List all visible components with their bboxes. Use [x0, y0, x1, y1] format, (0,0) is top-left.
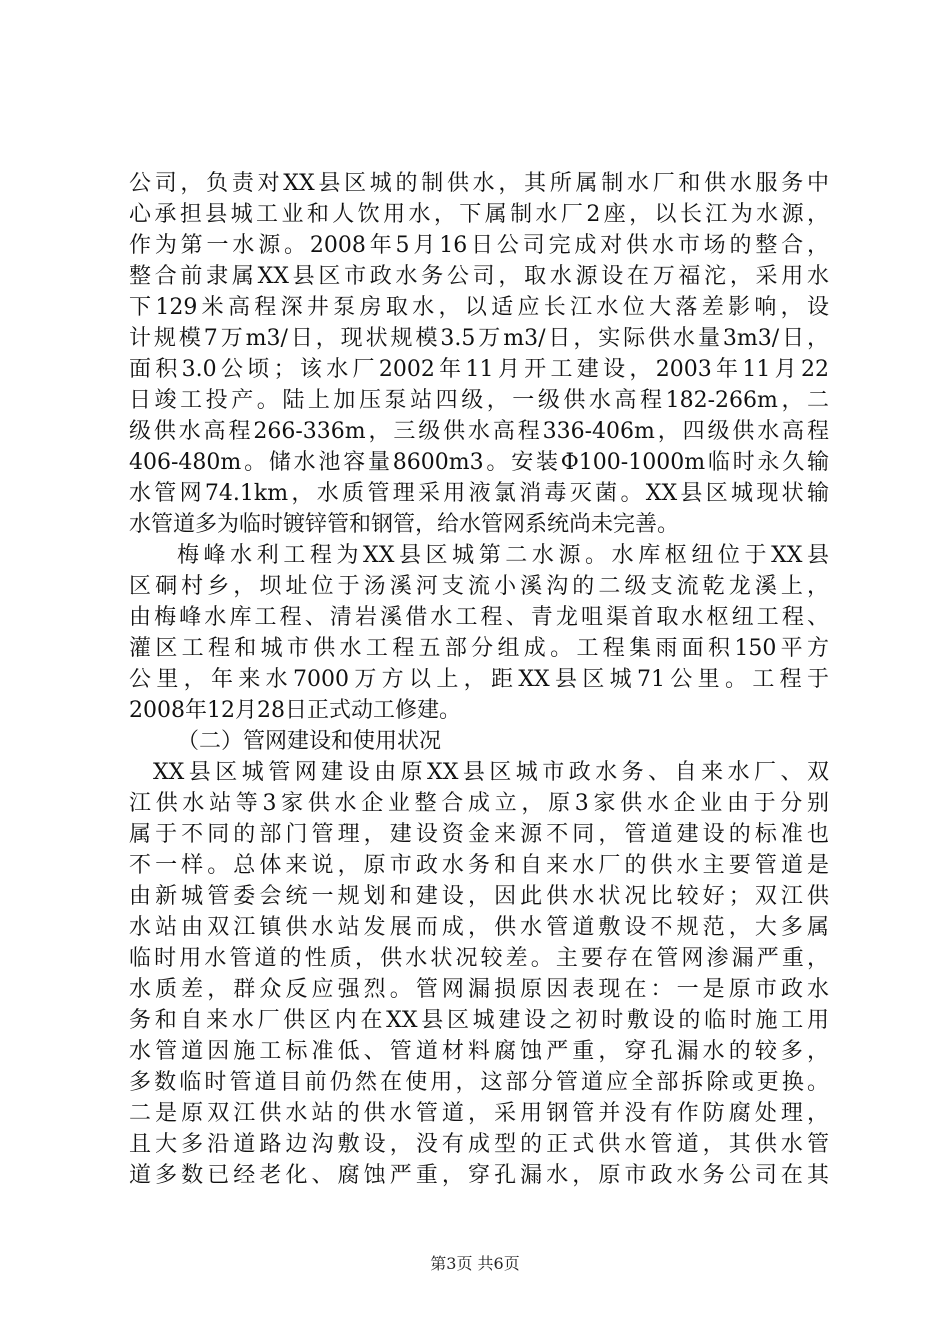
text-line: 作为第一水源。2008年5月16日公司完成对供水市场的整合， — [129, 233, 829, 258]
text-line: 水管道多为临时镀锌管和钢管，给水管网系统尚未完善。 — [129, 512, 680, 537]
text-line: 江供水站等3家供水企业整合成立，原3家供水企业由于分别 — [129, 791, 829, 816]
text-line: 属于不同的部门管理，建设资金来源不同，管道建设的标准也 — [129, 822, 829, 847]
text-line: 水质差，群众反应强烈。管网漏损原因表现在：一是原市政水 — [129, 977, 829, 1002]
text-line: 临时用水管道的性质，供水状况较差。主要存在管网渗漏严重， — [129, 946, 829, 971]
text-line: 水管网74.1km，水质管理采用液氯消毒灭菌。XX县区城现状输 — [129, 481, 829, 506]
text-line: 计规模7万m3/日，现状规模3.5万m3/日，实际供水量3m3/日， — [129, 326, 829, 351]
text-line: 多数临时管道目前仍然在使用，这部分管道应全部拆除或更换。 — [129, 1070, 829, 1095]
text-line: 心承担县城工业和人饮用水，下属制水厂2座，以长江为水源， — [129, 202, 829, 227]
text-line: 整合前隶属XX县区市政水务公司，取水源设在万福沱，采用水 — [129, 264, 829, 289]
text-line: 由梅峰水库工程、清岩溪借水工程、青龙咀渠首取水枢纽工程、 — [129, 605, 829, 630]
text-line: 区硐村乡，坝址位于汤溪河支流小溪沟的二级支流乾龙溪上， — [129, 574, 829, 599]
text-line: 下129米高程深井泵房取水，以适应长江水位大落差影响，设 — [129, 295, 829, 320]
text-line: 公里，年来水7000万方以上，距XX县区城71公里。工程于 — [129, 667, 829, 692]
text-line: 二是原双江供水站的供水管道，采用钢管并没有作防腐处理， — [129, 1101, 829, 1126]
section-heading: （二）管网建设和使用状况 — [177, 729, 442, 754]
text-line: 日竣工投产。陆上加压泵站四级，一级供水高程182-266m，二 — [129, 388, 829, 413]
text-line: 级供水高程266-336m，三级供水高程336-406m，四级供水高程 — [129, 419, 829, 444]
text-line: 灌区工程和城市供水工程五部分组成。工程集雨面积150平方 — [129, 636, 829, 661]
text-line: 不一样。总体来说，原市政水务和自来水厂的供水主要管道是 — [129, 853, 829, 878]
text-line: 道多数已经老化、腐蚀严重，穿孔漏水，原市政水务公司在其 — [129, 1163, 829, 1188]
text-line: 务和自来水厂供区内在XX县区城建设之初时敷设的临时施工用 — [129, 1008, 829, 1033]
text-line: 406-480m。储水池容量8600m3。安装Φ100-1000m临时永久输 — [129, 450, 829, 475]
text-line: 2008年12月28日正式动工修建。 — [129, 698, 461, 723]
text-line: 公司，负责对XX县区城的制供水，其所属制水厂和供水服务中 — [129, 171, 829, 196]
text-line: 水管道因施工标准低、管道材料腐蚀严重，穿孔漏水的较多， — [129, 1039, 829, 1064]
document-body — [129, 168, 829, 1191]
paragraph-start-line: 梅峰水利工程为XX县区城第二水源。水库枢纽位于XX县 — [177, 543, 829, 568]
text-line: 水站由双江镇供水站发展而成，供水管道敷设不规范，大多属 — [129, 915, 829, 940]
text-line: 且大多沿道路边沟敷设，没有成型的正式供水管道，其供水管 — [129, 1132, 829, 1157]
text-line: 由新城管委会统一规划和建设，因此供水状况比较好；双江供 — [129, 884, 829, 909]
text-line: 面积3.0公顷；该水厂2002年11月开工建设，2003年11月22 — [129, 357, 829, 382]
page-number-footer: 第3页 共6页 — [430, 1254, 520, 1273]
paragraph-start-line: XX县区城管网建设由原XX县区城市政水务、自来水厂、双 — [153, 760, 829, 785]
